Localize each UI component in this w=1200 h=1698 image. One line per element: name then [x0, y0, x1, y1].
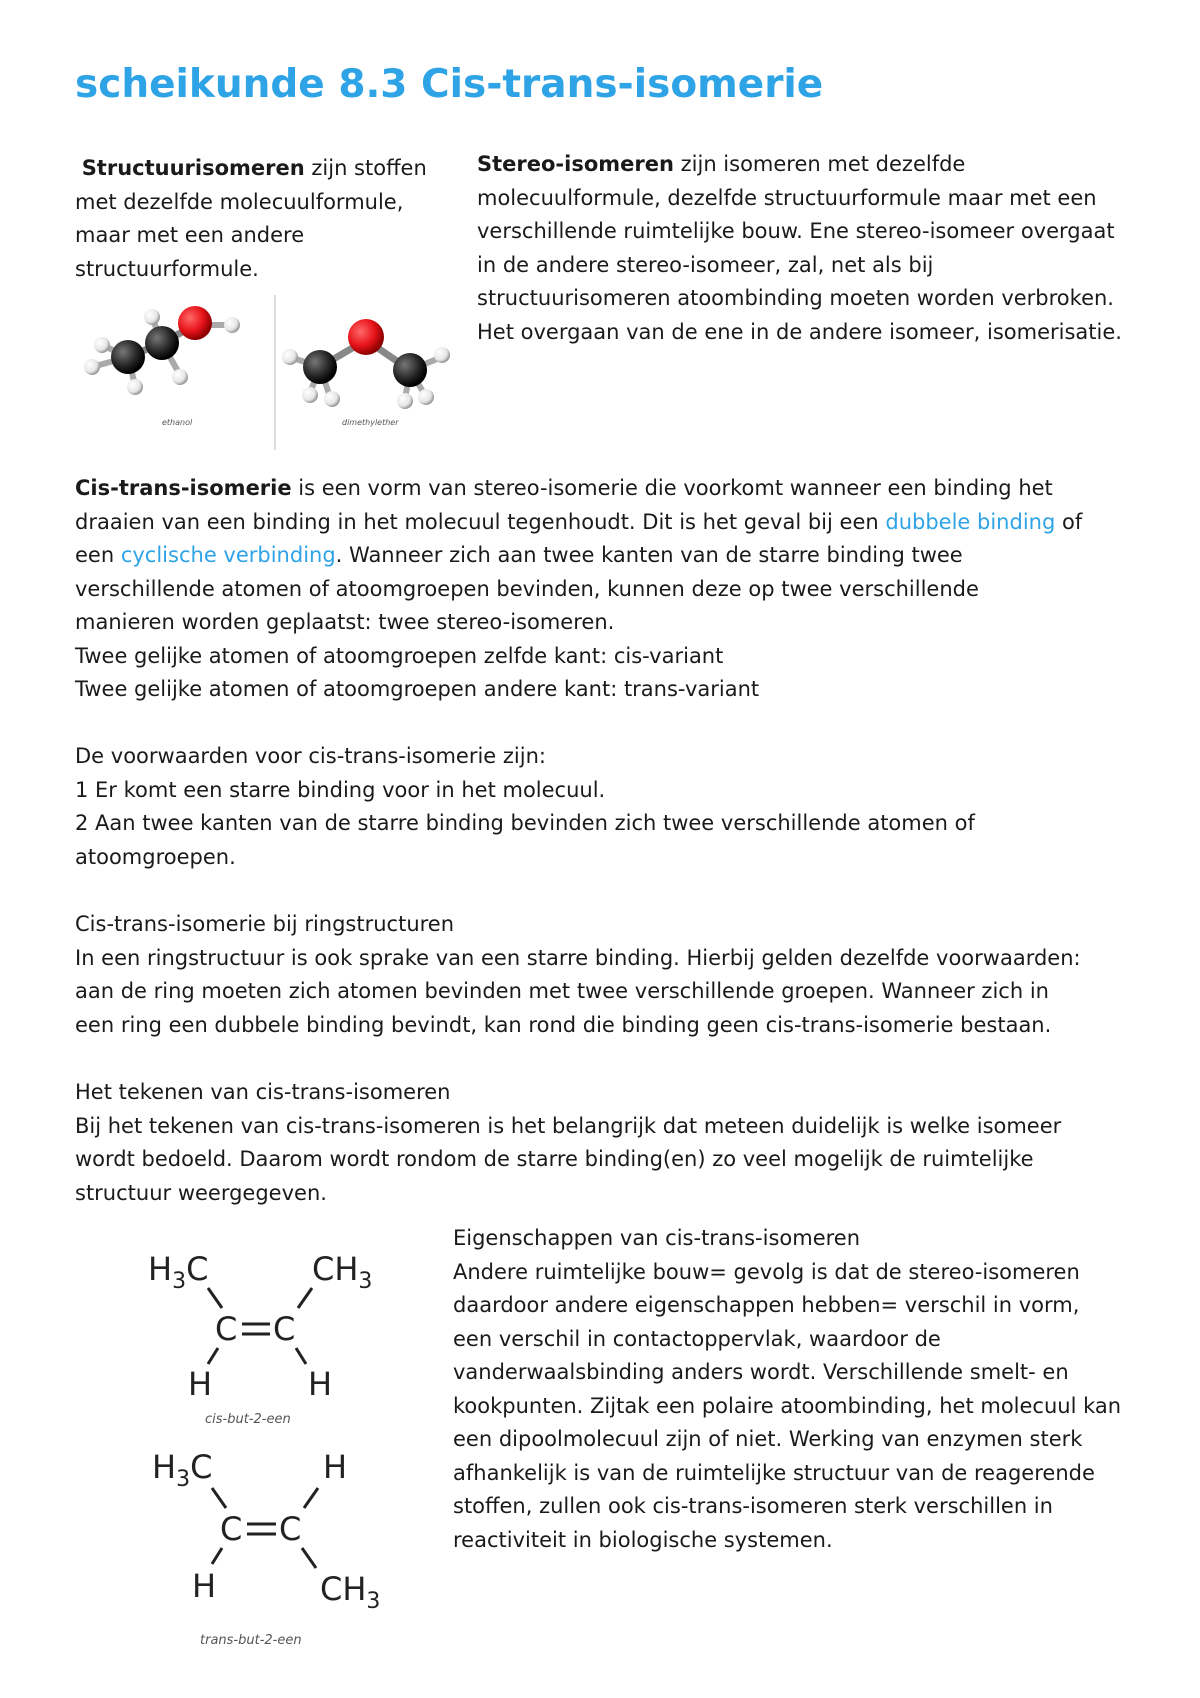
properties-line-2: Andere ruimtelijke bouw= gevolg is dat de stereo-isomeren — [453, 1259, 1080, 1284]
drawing-paragraph — [75, 1076, 1185, 1210]
cis-trans-line-7: Twee gelijke atomen of atoomgroepen andere kant: trans-variant — [75, 677, 760, 701]
ring-structures-heading: Cis-trans-isomerie bij ringstructuren — [75, 912, 455, 936]
structural-isomers-line-1 — [75, 152, 455, 186]
text-fragment: is een vorm van stereo-isomerie die voorkomt wanneer een binding het — [291, 476, 1053, 500]
cis-h3c-label: $H_3C$ — [148, 1250, 209, 1294]
drawing-line-4: structuur weergegeven. — [75, 1180, 327, 1205]
dubbele-binding-link[interactable]: dubbele binding — [885, 509, 1056, 534]
stereo-isomers-line-4: in de andere stereo-isomeer, zal, net als bij — [477, 252, 934, 277]
properties-line-8: afhankelijk is van de ruimtelijke structuur van de reagerende — [453, 1460, 1095, 1485]
text-fragment: . Wanneer zich aan twee kanten van de starre binding twee — [335, 543, 963, 567]
text-fragment: of — [1055, 509, 1083, 534]
ring-structures-line-2: In een ringstructuur is ook sprake van een starre binding. Hierbij gelden dezelfde voorwaarden: — [75, 945, 1081, 970]
drawing-line-2: Bij het tekenen van cis-trans-isomeren is het belangrijk dat meteen duidelijk is welke isomeer — [75, 1113, 1062, 1138]
dimethylether-label: dimethylether — [342, 418, 399, 427]
stereo-isomers-line-5: structuurisomeren atoombinding moeten worden verbroken. — [477, 286, 1114, 310]
cis-trans-line-2 — [75, 506, 1185, 540]
cis-ch3-label: $CH_3$ — [312, 1250, 373, 1294]
cis-but-2-een-structure — [148, 1250, 372, 1427]
trans-caption: trans-but-2-een — [200, 1633, 302, 1648]
structural-isomers-line-3: maar met een andere — [75, 223, 305, 247]
stereo-isomers-line-6: Het overgaan van de ene in de andere isomeer, isomerisatie. — [477, 319, 1122, 344]
cis-c-right: C — [273, 1310, 296, 1348]
conditions-line-1: De voorwaarden voor cis-trans-isomerie zijn: — [75, 744, 546, 768]
cis-trans-line-6: Twee gelijke atomen of atoomgroepen zelfde kant: cis-variant — [75, 643, 724, 668]
cis-trans-line-1 — [75, 472, 1185, 506]
stereo-isomers-line-3: verschillende ruimtelijke bouw. Ene stereo-isomeer overgaat — [477, 219, 1115, 243]
cis-h-right: H — [308, 1365, 333, 1403]
cis-caption: cis-but-2-een — [205, 1412, 291, 1427]
cis-trans-line-4: verschillende atomen of atoomgroepen bevinden, kunnen deze op twee verschillende — [75, 576, 979, 601]
conditions-paragraph — [75, 740, 1185, 874]
properties-line-6: kookpunten. Zijtak een polaire atoombinding, het molecuul kan — [453, 1393, 1122, 1418]
ring-structures-line-3: aan de ring moeten zich atomen bevinden met twee verschillende groepen. Wanneer zich in — [75, 979, 1049, 1003]
trans-c-left: C — [220, 1510, 243, 1548]
properties-line-3: daardoor andere eigenschappen hebben= verschil in vorm, — [453, 1293, 1080, 1317]
cis-trans-term: Cis-trans-isomerie — [75, 476, 292, 500]
properties-heading: Eigenschappen van cis-trans-isomeren — [453, 1226, 861, 1250]
properties-line-7: een dipoolmolecuul zijn of niet. Werking van enzymen sterk — [453, 1427, 1083, 1451]
stereo-isomers-line-1 — [477, 148, 1197, 182]
trans-c-right: C — [279, 1510, 302, 1548]
trans-h-top: H — [323, 1448, 348, 1486]
cis-trans-line-3 — [75, 539, 1185, 573]
properties-line-10: reactiviteit in biologische systemen. — [453, 1527, 833, 1552]
stereo-isomers-term: Stereo-isomeren — [477, 152, 674, 176]
trans-but-2-een-structure — [152, 1448, 380, 1648]
ring-structures-paragraph — [75, 908, 1185, 1042]
text-fragment: een — [75, 543, 121, 567]
trans-h-bottom: H — [192, 1567, 217, 1605]
properties-line-5: vanderwaalsbinding anders wordt. Verschillende smelt- en — [453, 1360, 1069, 1384]
text-fragment: draaien van een binding in het molecuul tegenhoudt. Dit is het geval bij een — [75, 509, 886, 534]
trans-ch3-label: $CH_3$ — [320, 1570, 381, 1614]
cis-h-left: H — [188, 1365, 213, 1403]
ring-structures-line-4: een ring een dubbele binding bevindt, kan rond die binding geen cis-trans-isomerie bestaan. — [75, 1012, 1052, 1037]
structural-isomers-line-4: structuurformule. — [75, 256, 259, 281]
trans-h3c-label: $H_3C$ — [152, 1448, 213, 1492]
conditions-line-4: atoomgroepen. — [75, 844, 236, 869]
structural-isomers-line-2: met dezelfde molecuulformule, — [75, 189, 404, 214]
text-fragment: zijn isomeren met dezelfde — [673, 152, 966, 176]
drawing-heading: Het tekenen van cis-trans-isomeren — [75, 1080, 451, 1104]
properties-paragraph — [453, 1222, 1193, 1557]
conditions-line-2: 1 Er komt een starre binding voor in het molecuul. — [75, 777, 606, 802]
properties-line-4: een verschil in contactoppervlak, waardoor de — [453, 1326, 941, 1351]
text-fragment: zijn stoffen — [304, 156, 427, 180]
but-2-een-structures — [130, 1240, 430, 1680]
page-title: scheikunde 8.3 Cis-trans-isomerie — [75, 62, 824, 107]
drawing-line-3: wordt bedoeld. Daarom wordt rondom de starre binding(en) zo veel mogelijk de ruimtelijke — [75, 1147, 1034, 1171]
cis-trans-paragraph — [75, 472, 1185, 707]
conditions-line-3: 2 Aan twee kanten van de starre binding bevinden zich twee verschillende atomen of — [75, 811, 975, 835]
structural-isomers-text — [75, 152, 455, 286]
stereo-isomers-text — [477, 148, 1197, 349]
cis-c-left: C — [215, 1310, 238, 1348]
molecule-models-image — [80, 295, 455, 450]
stereo-isomers-line-2: molecuulformule, dezelfde structuurformule maar met een — [477, 185, 1097, 210]
ethanol-label: ethanol — [162, 418, 193, 427]
cis-trans-line-5: manieren worden geplaatst: twee stereo-isomeren. — [75, 610, 615, 634]
properties-line-9: stoffen, zullen ook cis-trans-isomeren sterk verschillen in — [453, 1494, 1053, 1518]
structural-isomers-term: Structuurisomeren — [81, 156, 305, 180]
cyclische-verbinding-link[interactable]: cyclische verbinding — [120, 543, 336, 567]
